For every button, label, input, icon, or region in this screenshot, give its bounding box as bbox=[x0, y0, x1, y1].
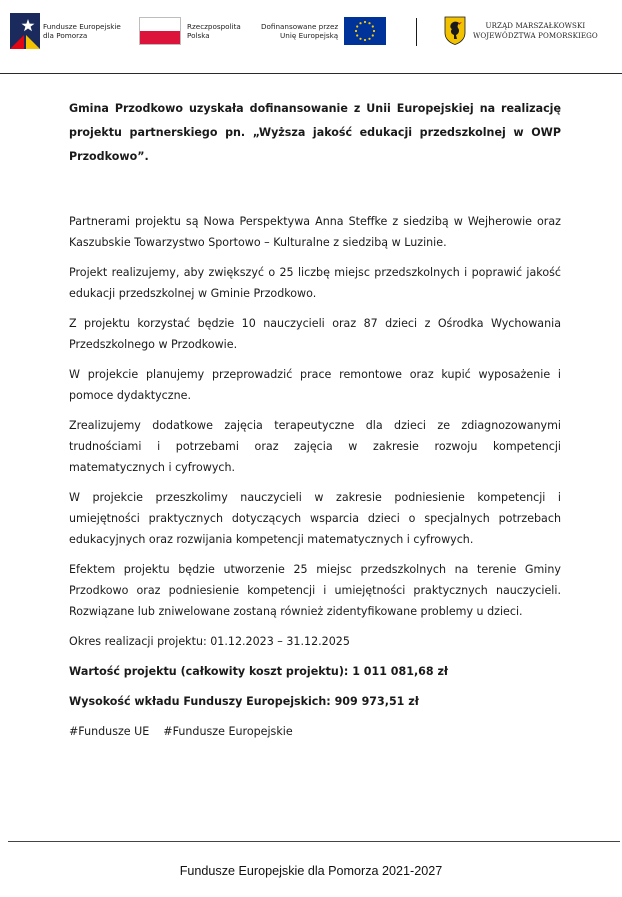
paragraph-beneficiaries: Z projektu korzystać będzie 10 nauczycieli oraz 87 dzieci z Ośrodka Wychowania Przedszkolnego w Przodkowie. bbox=[69, 317, 561, 351]
paragraph-partners: Partnerami projektu są Nowa Perspektywa Anna Steffke z siedzibą w Wejherowie oraz Kaszubskie Towarzystwo Sportowo – Kulturalne z siedzibą w Luzinie. bbox=[69, 215, 561, 249]
logo-separator bbox=[416, 18, 417, 46]
intro-paragraph: Gmina Przodkowo uzyskała dofinansowanie z Unii Europejskiej na realizację projektu partnerskiego pn. „Wyższa jakość edukacji przedszkolnej w OWP Przodkowo”. bbox=[69, 102, 561, 163]
logo-fe-line-2: dla Pomorza bbox=[43, 31, 88, 40]
logo-pl-line-2: Polska bbox=[187, 31, 210, 40]
paragraph-training: W projekcie przeszkolimy nauczycieli w zakresie podniesienie kompetencji i umiejętności praktycznych dotyczących wsparcia dzieci o specjalnych potrzebach edukacyjnych oraz rozwijania kompetencji matematycznych i cyfrowych. bbox=[69, 491, 561, 546]
document-body bbox=[69, 97, 561, 742]
rzeczpospolita-logo bbox=[139, 17, 241, 45]
paragraph-renovation: W projekcie planujemy przeprowadzić prace remontowe oraz kupić wyposażenie i pomoce dydaktyczne. bbox=[69, 368, 561, 402]
footer-divider bbox=[8, 841, 620, 842]
logo-eu-line-1: Dofinansowane przez bbox=[261, 22, 339, 31]
paragraph-effects: Efektem projektu będzie utworzenie 25 miejsc przedszkolnych na terenie Gminy Przodkowo oraz podniesienie kompetencji i umiejętności praktycznych nauczycieli. Rozwiązane lub zniwelowane zostaną również zidentyfikowane problemy u dzieci. bbox=[69, 563, 561, 618]
project-value: Wartość projektu (całkowity koszt projektu): 1 011 081,68 zł bbox=[69, 665, 449, 678]
logo-pl-line-1: Rzeczpospolita bbox=[187, 22, 241, 31]
project-period: Okres realizacji projektu: 01.12.2023 – 31.12.2025 bbox=[69, 635, 350, 648]
fundusze-europejskie-logo bbox=[10, 13, 121, 49]
hashtags bbox=[69, 721, 561, 742]
logo-pom-line-2: WOJEWÓDZTWA POMORSKIEGO bbox=[473, 30, 598, 40]
paragraph-classes: Zrealizujemy dodatkowe zajęcia terapeutyczne dla dzieci ze zdiagnozowanymi trudnościami i potrzebami oraz zajęcia w zakresie rozwoju kompetencji matematycznych i cyfrowych. bbox=[69, 419, 561, 474]
header-divider bbox=[0, 73, 622, 74]
logo-fe-line-1: Fundusze Europejskie bbox=[43, 22, 121, 31]
pomorskie-crest-icon bbox=[444, 16, 466, 45]
footer-text: Fundusze Europejskie dla Pomorza 2021-2027 bbox=[179, 864, 443, 878]
eu-logo bbox=[261, 17, 386, 45]
eu-flag-icon bbox=[344, 17, 386, 45]
hashtag-fundusze-europejskie: #Fundusze Europejskie bbox=[163, 725, 293, 738]
logo-eu-line-2: Unię Europejską bbox=[280, 31, 339, 40]
urzad-marszalkowski-logo bbox=[444, 16, 598, 45]
fundusze-europejskie-icon bbox=[10, 13, 40, 49]
paragraph-goal: Projekt realizujemy, aby zwiększyć o 25 liczbę miejsc przedszkolnych i poprawić jakość edukacji przedszkolnej w Gminie Przodkowo. bbox=[69, 266, 561, 300]
eu-contribution: Wysokość wkładu Funduszy Europejskich: 909 973,51 zł bbox=[69, 695, 419, 708]
hashtag-fundusze-ue: #Fundusze UE bbox=[69, 725, 150, 738]
logo-pom-line-1: URZĄD MARSZAŁKOWSKI bbox=[485, 21, 586, 30]
logo-bar bbox=[0, 0, 622, 72]
polish-flag-icon bbox=[139, 17, 181, 45]
